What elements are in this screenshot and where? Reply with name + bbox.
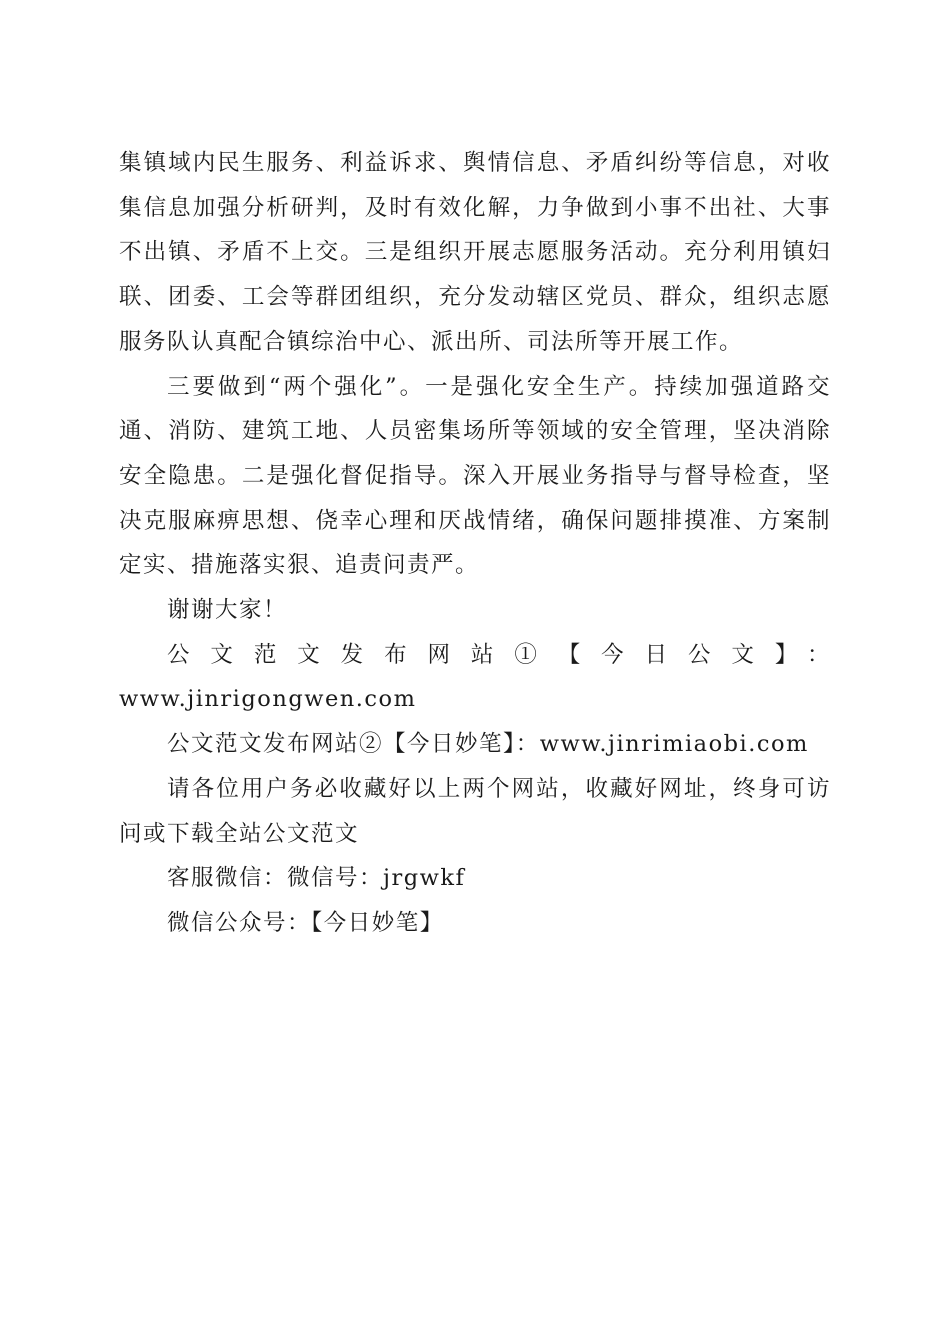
paragraph-two-strengthenings: 三要做到“两个强化”。一是强化安全生产。持续加强道路交通、消防、建筑工地、人员密集场所等领域的安全管理，坚决消除安全隐患。二是强化督促指导。深入开展业务指导与督导检查，坚决克服麻痹思想、侥幸心理和厌战情绪，确保问题排摸准、方案制定实、措施落实狠、追责问责严。 [119, 373, 831, 579]
website-1-label: 公文范文发布网站①【今日公文】： [167, 641, 831, 668]
website-1-url[interactable]: www.jinrigongwen.com [119, 686, 417, 713]
website-2-line[interactable]: 公文范文发布网站②【今日妙笔】：www.jinrimiaobi.com [167, 731, 809, 758]
paragraph-grassroots-services: 集镇域内民生服务、利益诉求、舆情信息、矛盾纠纷等信息，对收集信息加强分析研判，及时有效化解，力争做到小事不出社、大事不出镇、矛盾不上交。三是组织开展志愿服务活动。充分利用镇妇联、团委、工会等群团组织，充分发动辖区党员、群众，组织志愿服务队认真配合镇综治中心、派出所、司法所等开展工作。 [119, 150, 831, 355]
customer-service-wechat: 客服微信：微信号：jrgwkf [167, 865, 466, 892]
wechat-official-account: 微信公众号：【今日妙笔】 [167, 909, 444, 936]
paragraph-bookmark-notice: 请各位用户务必收藏好以上两个网站，收藏好网址，终身可访问或下载全站公文范文 [119, 775, 831, 847]
document-body [119, 141, 831, 946]
paragraph-thanks: 谢谢大家！ [167, 597, 288, 624]
